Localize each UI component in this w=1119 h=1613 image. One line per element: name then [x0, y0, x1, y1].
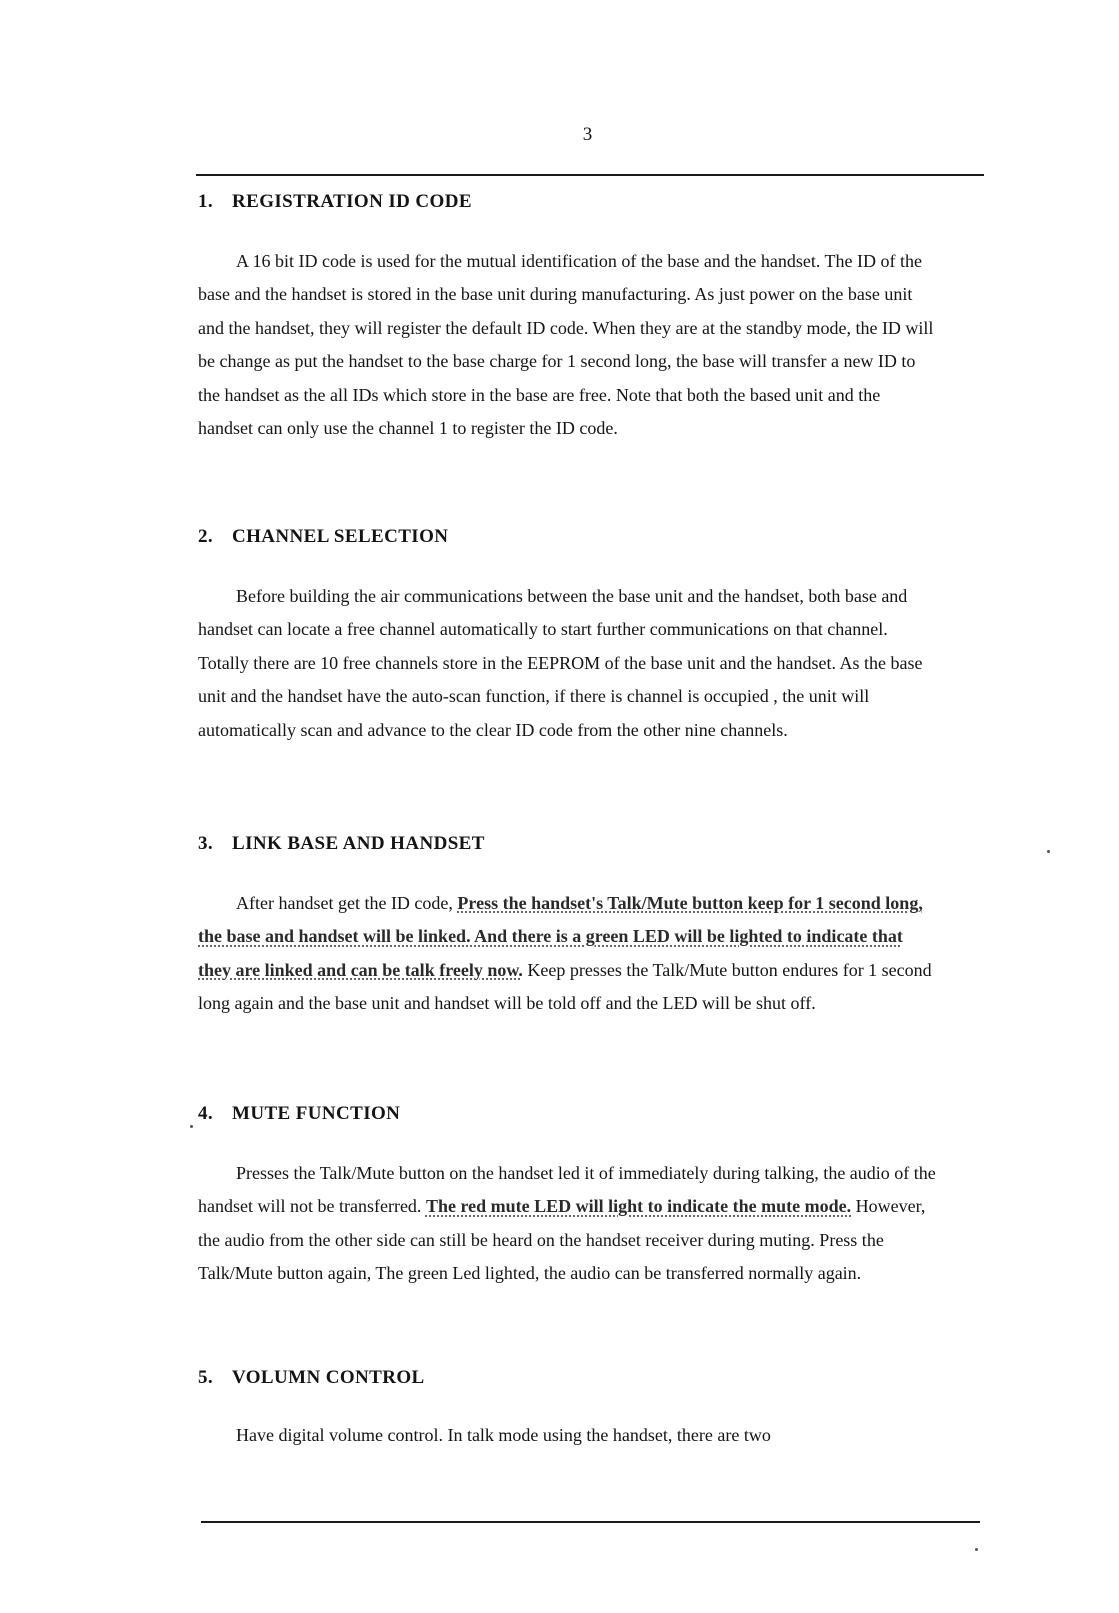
scan-speck	[190, 1125, 193, 1128]
section-heading	[198, 1367, 938, 1389]
section-title: REGISTRATION ID CODE	[232, 191, 472, 212]
section-number: 4.	[198, 1103, 214, 1124]
section-number: 5.	[198, 1367, 214, 1388]
scan-speck	[1047, 850, 1050, 853]
section-paragraph: Before building the air communications between the base unit and the handset, both base and handset can locate a free channel automatically to start further communications on that channel. Totally there are 10 free channels store in the EEPROM of the base unit and the handset. As the base unit and the handset have the auto-scan function, if there is channel is occupied , the unit will automatically scan and advance to the clear ID code from the other nine channels.	[198, 586, 923, 740]
section-number: 1.	[198, 191, 214, 212]
paragraph-text: Keep presses the Talk/Mute button endures for 1 second long again and the base unit and handset will be told off and the LED will be shut off.	[198, 959, 932, 1014]
section-title: CHANNEL SELECTION	[232, 526, 449, 547]
section-title: MUTE FUNCTION	[232, 1103, 401, 1124]
paragraph-text: Presses the Talk/Mute button on the handset led it of immediately during talking, the audio of the handset will not be transferred.	[198, 1163, 936, 1217]
section-paragraph	[198, 887, 938, 1021]
section-mute-function	[198, 1103, 938, 1291]
section-paragraph	[198, 1157, 938, 1291]
highlighted-text: The red mute LED will light to indicate the mute mode.	[425, 1196, 852, 1217]
paragraph-text: However, the audio from the other side can still be heard on the handset receiver during muting. Press the Talk/Mute button again, The green Led lighted, the audio can be transferred normally again.	[198, 1196, 926, 1284]
footer-rule	[201, 1521, 980, 1523]
section-registration-id-code	[198, 191, 938, 445]
page-number: 3	[582, 124, 593, 145]
paragraph-text: After handset get the ID code,	[236, 893, 458, 913]
section-heading	[198, 1103, 938, 1125]
scan-speck	[975, 1548, 978, 1551]
section-number: 2.	[198, 526, 214, 547]
section-volumn-control	[198, 1367, 938, 1452]
section-title: LINK BASE AND HANDSET	[232, 833, 485, 854]
highlighted-text: Press the handset's Talk/Mute button keep for 1 second long, the base and handset will be linked. And there is a green LED will be lighted to indicate that they are linked and can be talk freely now.	[198, 893, 923, 980]
section-link-base-and-handset	[198, 833, 938, 1021]
section-paragraph: A 16 bit ID code is used for the mutual identification of the base and the handset. The ID of the base and the handset is stored in the base unit during manufacturing. As just power on the base unit and the handset, they will register the default ID code. When they are at the standby mode, the ID will be change as put the handset to the base charge for 1 second long, the base will transfer a new ID to the handset as the all IDs which store in the base are free. Note that both the based unit and the handset can only use the channel 1 to register the ID code.	[198, 251, 934, 439]
section-paragraph: Have digital volume control. In talk mode using the handset, there are two	[236, 1425, 771, 1445]
header-rule	[196, 174, 984, 176]
section-heading	[198, 833, 938, 855]
section-title: VOLUMN CONTROL	[232, 1367, 425, 1388]
section-channel-selection	[198, 526, 938, 747]
section-heading	[198, 191, 938, 213]
section-number: 3.	[198, 833, 214, 854]
section-heading	[198, 526, 938, 548]
